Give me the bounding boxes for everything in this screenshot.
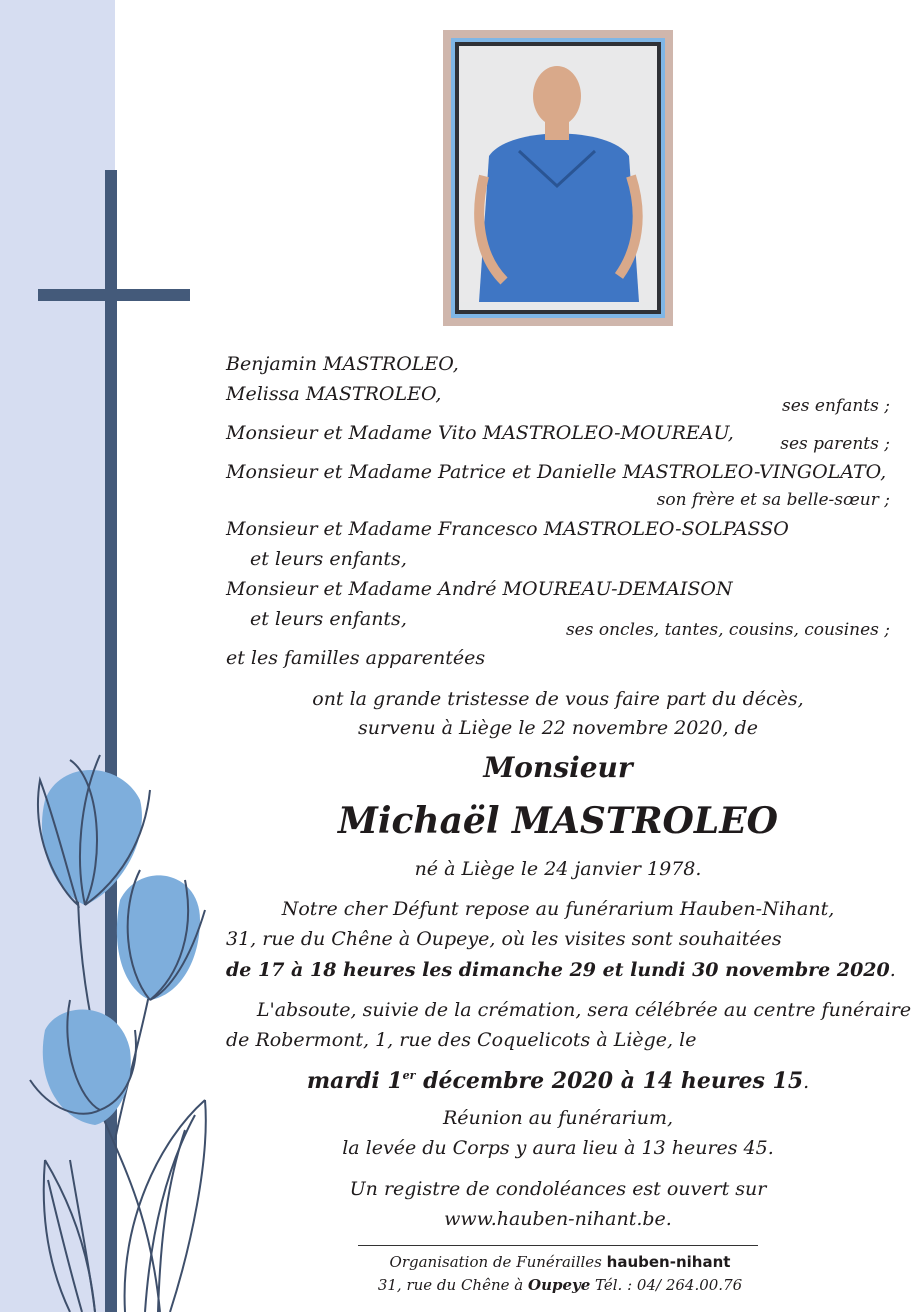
footer-address-city: Oupeye xyxy=(528,1276,591,1294)
meeting-line-1: Réunion au funérarium, xyxy=(442,1107,674,1129)
footer-org-text: Organisation de Funérailles xyxy=(389,1253,602,1271)
footer-organisation xyxy=(340,1252,780,1272)
ceremony-date-b: décembre 2020 à 14 heures 15 xyxy=(415,1068,804,1094)
tulip-top xyxy=(38,755,150,905)
ceremony-line-2: de Robermont, 1, rue des Coquelicots à Liège, le xyxy=(226,1029,697,1051)
role-relatives: ses oncles, tantes, cousins, cousines ; xyxy=(565,620,890,640)
visit-hours-text: de 17 à 18 heures les dimanche 29 et lundi 30 novembre 2020 xyxy=(226,959,890,981)
visit-line-1: Notre cher Défunt repose au funérarium Hauben-Nihant, xyxy=(281,898,835,920)
role-parents: ses parents ; xyxy=(780,434,890,454)
role-children: ses enfants ; xyxy=(782,396,890,416)
meeting-line-2: la levée du Corps y aura lieu à 13 heures 45. xyxy=(342,1137,774,1159)
announcement-line-1: ont la grande tristesse de vous faire part du décès, xyxy=(312,688,804,710)
visit-line-2: 31, rue du Chêne à Oupeye, où les visites sont souhaitées xyxy=(226,928,782,950)
family-line-2: Melissa MASTROLEO, xyxy=(226,383,442,405)
announcement-line-2: survenu à Liège le 22 novembre 2020, de xyxy=(358,717,758,739)
cross-and-tulips-decoration xyxy=(0,0,230,1312)
visit-hours-period: . xyxy=(889,959,896,981)
footer-address-a: 31, rue du Chêne à xyxy=(377,1276,528,1294)
footer-brand-logo: hauben-nihant xyxy=(606,1253,731,1271)
birth-line: né à Liège le 24 janvier 1978. xyxy=(414,858,702,880)
ceremony-date-sup: er xyxy=(402,1069,416,1082)
ceremony-date-period: . xyxy=(803,1071,810,1093)
footer-address-b: Tél. : 04/ 264.00.76 xyxy=(590,1276,743,1294)
footer-address xyxy=(340,1275,780,1295)
cross-vertical xyxy=(105,170,117,1312)
ceremony-date xyxy=(226,1064,890,1095)
portrait-frame xyxy=(443,30,673,326)
family-line-9: et les familles apparentées xyxy=(226,647,486,669)
ceremony-line-1: L'absoute, suivie de la crémation, sera célébrée au centre funéraire xyxy=(256,999,912,1021)
family-line-7: Monsieur et Madame André MOUREAU-DEMAISON xyxy=(226,578,733,600)
portrait-photo xyxy=(459,46,657,310)
family-line-6: et leurs enfants, xyxy=(250,548,407,570)
family-line-8: et leurs enfants, xyxy=(250,608,407,630)
footer-divider xyxy=(358,1245,758,1246)
visit-hours xyxy=(226,958,896,982)
deceased-name: Michaël MASTROLEO xyxy=(337,800,778,842)
registry-line-1: Un registre de condoléances est ouvert sur xyxy=(349,1178,767,1200)
family-line-5: Monsieur et Madame Francesco MASTROLEO-SOLPASSO xyxy=(226,518,789,540)
role-sibling: son frère et sa belle-sœur ; xyxy=(656,490,890,510)
honorific: Monsieur xyxy=(483,751,633,784)
tulip-middle xyxy=(117,870,205,1000)
registry-url[interactable]: www.hauben-nihant.be. xyxy=(444,1208,672,1230)
cross-horizontal xyxy=(38,289,190,301)
family-line-4: Monsieur et Madame Patrice et Danielle MASTROLEO-VINGOLATO, xyxy=(226,461,887,483)
ceremony-date-a: mardi 1 xyxy=(306,1068,403,1094)
family-line-3: Monsieur et Madame Vito MASTROLEO-MOUREAU, xyxy=(226,422,734,444)
tulip-lower xyxy=(30,1000,136,1125)
family-line-1: Benjamin MASTROLEO, xyxy=(226,353,459,375)
